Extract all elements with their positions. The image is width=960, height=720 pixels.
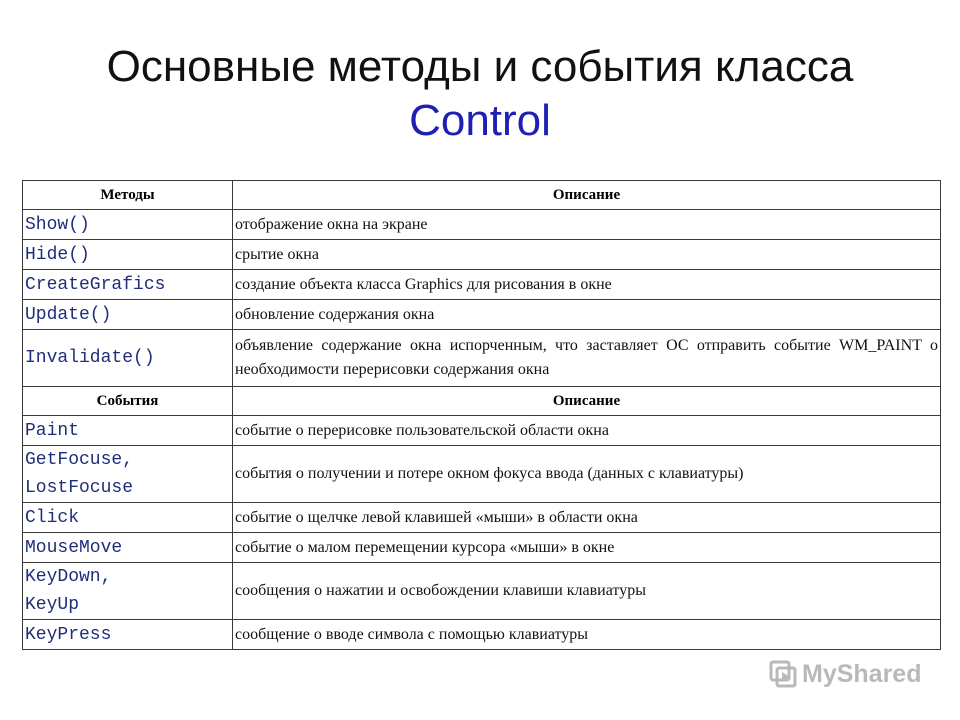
method-description: отображение окна на экране [233, 210, 941, 240]
table-row [23, 330, 941, 387]
method-name: Show() [23, 210, 233, 240]
methods-header-desc: Описание [233, 181, 941, 210]
method-name: CreateGrafics [23, 270, 233, 300]
event-name: Click [23, 503, 233, 533]
event-name: Paint [23, 416, 233, 446]
event-name-line2: LostFocuse [25, 478, 134, 498]
event-description: событие о малом перемещении курсора «мыши» в окне [233, 533, 941, 563]
event-description: сообщения о нажатии и освобождении клавиши клавиатуры [233, 563, 941, 620]
method-description: объявление содержание окна испорченным, что заставляет ОС отправить событие WM_PAINT о необходимости перерисовки содержания окна [233, 330, 941, 387]
events-header-desc: Описание [233, 387, 941, 416]
watermark-text: MyShared [802, 659, 922, 688]
table-row [23, 210, 941, 240]
event-description: событие о щелчке левой клавишей «мыши» в области окна [233, 503, 941, 533]
table-row [23, 620, 941, 650]
event-name [23, 446, 233, 503]
method-name: Update() [23, 300, 233, 330]
table-row [23, 503, 941, 533]
slide-title-line1: Основные методы и события класса [106, 42, 854, 91]
methods-events-table [22, 180, 941, 650]
table-row [23, 446, 941, 503]
event-name: KeyPress [23, 620, 233, 650]
slide-title-line2: Control [409, 96, 551, 145]
event-name: MouseMove [23, 533, 233, 563]
event-description: событие о перерисовке пользовательской области окна [233, 416, 941, 446]
event-name-line1: KeyDown, [25, 567, 112, 587]
event-name-line2: KeyUp [25, 595, 80, 615]
table-row [23, 300, 941, 330]
event-name-line1: GetFocuse, [25, 450, 134, 470]
methods-header-name: Методы [23, 181, 233, 210]
table-row [23, 240, 941, 270]
event-description: события о получении и потере окном фокуса ввода (данных с клавиатуры) [233, 446, 941, 503]
table-row [23, 416, 941, 446]
slide-title [0, 40, 960, 148]
events-header-row [23, 387, 941, 416]
table-row [23, 533, 941, 563]
method-name: Invalidate() [23, 330, 233, 387]
method-description: обновление содержания окна [233, 300, 941, 330]
method-description: срытие окна [233, 240, 941, 270]
events-header-name: События [23, 387, 233, 416]
table-row [23, 270, 941, 300]
event-name [23, 563, 233, 620]
table-row [23, 563, 941, 620]
myshared-watermark [768, 656, 921, 692]
method-description: создание объекта класса Graphics для рисования в окне [233, 270, 941, 300]
event-description: сообщение о вводе символа с помощью клавиатуры [233, 620, 941, 650]
method-name: Hide() [23, 240, 233, 270]
myshared-logo-icon [768, 659, 798, 689]
methods-header-row [23, 181, 941, 210]
